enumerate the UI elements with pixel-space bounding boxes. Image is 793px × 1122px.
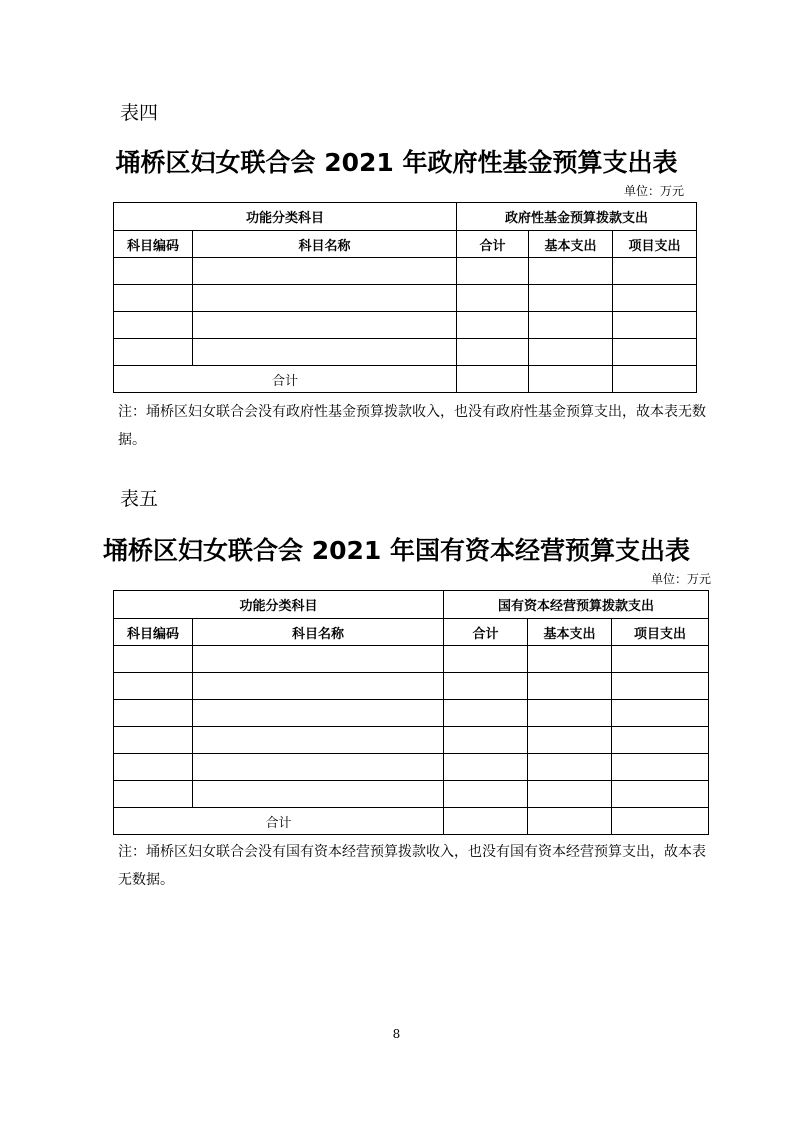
table5-empty-row — [114, 700, 709, 727]
table5-empty-row — [114, 673, 709, 700]
table5-empty-cell — [444, 673, 528, 700]
table5-empty-cell — [528, 727, 612, 754]
table5 — [113, 590, 709, 835]
table4-empty-cell — [529, 258, 613, 285]
table5-header-name: 科目名称 — [193, 619, 444, 646]
table4-header-expense-group: 政府性基金预算拨款支出 — [457, 203, 697, 231]
section-label-table4: 表四 — [120, 102, 159, 124]
table5-empty-cell — [114, 673, 193, 700]
table5-empty-cell — [193, 646, 444, 673]
table4-unit: 单位：万元 — [624, 184, 685, 198]
table5-total-cell — [444, 808, 528, 835]
table4-empty-cell — [613, 312, 697, 339]
table4-empty-cell — [114, 285, 193, 312]
table5-empty-cell — [444, 727, 528, 754]
table4-empty-cell — [114, 312, 193, 339]
table5-empty-cell — [444, 646, 528, 673]
table4-empty-row — [114, 339, 697, 366]
table4-empty-row — [114, 285, 697, 312]
table4-empty-cell — [457, 285, 529, 312]
table5-empty-row — [114, 727, 709, 754]
table4-empty-row — [114, 258, 697, 285]
table5-header-basic: 基本支出 — [528, 619, 612, 646]
table4-header-project: 项目支出 — [613, 231, 697, 258]
table5-empty-cell — [612, 754, 709, 781]
table5-empty-cell — [114, 754, 193, 781]
table4-total-cell — [457, 366, 529, 393]
table5-total-basic-cell — [528, 808, 612, 835]
table4-header-total: 合计 — [457, 231, 529, 258]
section-label-table5: 表五 — [120, 488, 159, 510]
table4-header-basic: 基本支出 — [529, 231, 613, 258]
table5-empty-cell — [114, 700, 193, 727]
table4-empty-cell — [193, 339, 457, 366]
table4-note: 注：埇桥区妇女联合会没有政府性基金预算拨款收入，也没有政府性基金预算支出，故本表无数据。 — [118, 404, 706, 448]
table5-header-code: 科目编码 — [114, 619, 193, 646]
table4-empty-cell — [457, 312, 529, 339]
table5-unit: 单位：万元 — [651, 572, 712, 586]
table5-total-project-cell — [612, 808, 709, 835]
table5-empty-cell — [444, 781, 528, 808]
table5-empty-cell — [528, 781, 612, 808]
table4-empty-cell — [193, 312, 457, 339]
table5-header-total: 合计 — [444, 619, 528, 646]
table4-empty-cell — [114, 258, 193, 285]
table5-empty-cell — [193, 727, 444, 754]
table5-empty-row — [114, 754, 709, 781]
table4-empty-cell — [457, 339, 529, 366]
table4-header-name: 科目名称 — [193, 231, 457, 258]
page-number: 8 — [392, 1027, 401, 1041]
table4-empty-cell — [613, 339, 697, 366]
table5-empty-cell — [612, 781, 709, 808]
table5-empty-cell — [444, 754, 528, 781]
table4-header-function-category: 功能分类科目 — [114, 203, 457, 231]
table5-header-function-category: 功能分类科目 — [114, 591, 444, 619]
table5-empty-cell — [612, 673, 709, 700]
table5-empty-cell — [528, 700, 612, 727]
table4-empty-cell — [457, 258, 529, 285]
table5-empty-cell — [528, 646, 612, 673]
table5-header-project: 项目支出 — [612, 619, 709, 646]
table5-empty-cell — [444, 700, 528, 727]
table4-empty-cell — [529, 339, 613, 366]
table5-empty-row — [114, 646, 709, 673]
table4-empty-cell — [529, 312, 613, 339]
table4-total-label: 合计 — [114, 366, 457, 393]
table4-total-basic-cell — [529, 366, 613, 393]
table4-empty-cell — [613, 258, 697, 285]
table4-empty-row — [114, 312, 697, 339]
table5-empty-cell — [193, 673, 444, 700]
table4-empty-cell — [529, 285, 613, 312]
table5-title: 埇桥区妇女联合会 2021 年国有资本经营预算支出表 — [103, 536, 690, 565]
table5-total-label: 合计 — [114, 808, 444, 835]
table5-empty-cell — [612, 700, 709, 727]
table5-empty-cell — [193, 700, 444, 727]
table5-empty-cell — [612, 727, 709, 754]
table5-empty-cell — [114, 781, 193, 808]
table4-empty-cell — [613, 285, 697, 312]
table4-title: 埇桥区妇女联合会 2021 年政府性基金预算支出表 — [115, 148, 678, 177]
table5-empty-row — [114, 781, 709, 808]
table4-header-code: 科目编码 — [114, 231, 193, 258]
table4-empty-cell — [114, 339, 193, 366]
table4-empty-cell — [193, 285, 457, 312]
table4-total-project-cell — [613, 366, 697, 393]
table5-empty-cell — [528, 673, 612, 700]
table5-empty-cell — [612, 646, 709, 673]
table5-empty-cell — [193, 781, 444, 808]
table4-empty-cell — [193, 258, 457, 285]
table5-header-expense-group: 国有资本经营预算拨款支出 — [444, 591, 709, 619]
table5-note: 注：埇桥区妇女联合会没有国有资本经营预算拨款收入，也没有国有资本经营预算支出，故本表无数据。 — [118, 844, 706, 888]
table4 — [113, 202, 697, 393]
table5-empty-cell — [528, 754, 612, 781]
table5-empty-cell — [114, 727, 193, 754]
table5-empty-cell — [193, 754, 444, 781]
table5-empty-cell — [114, 646, 193, 673]
